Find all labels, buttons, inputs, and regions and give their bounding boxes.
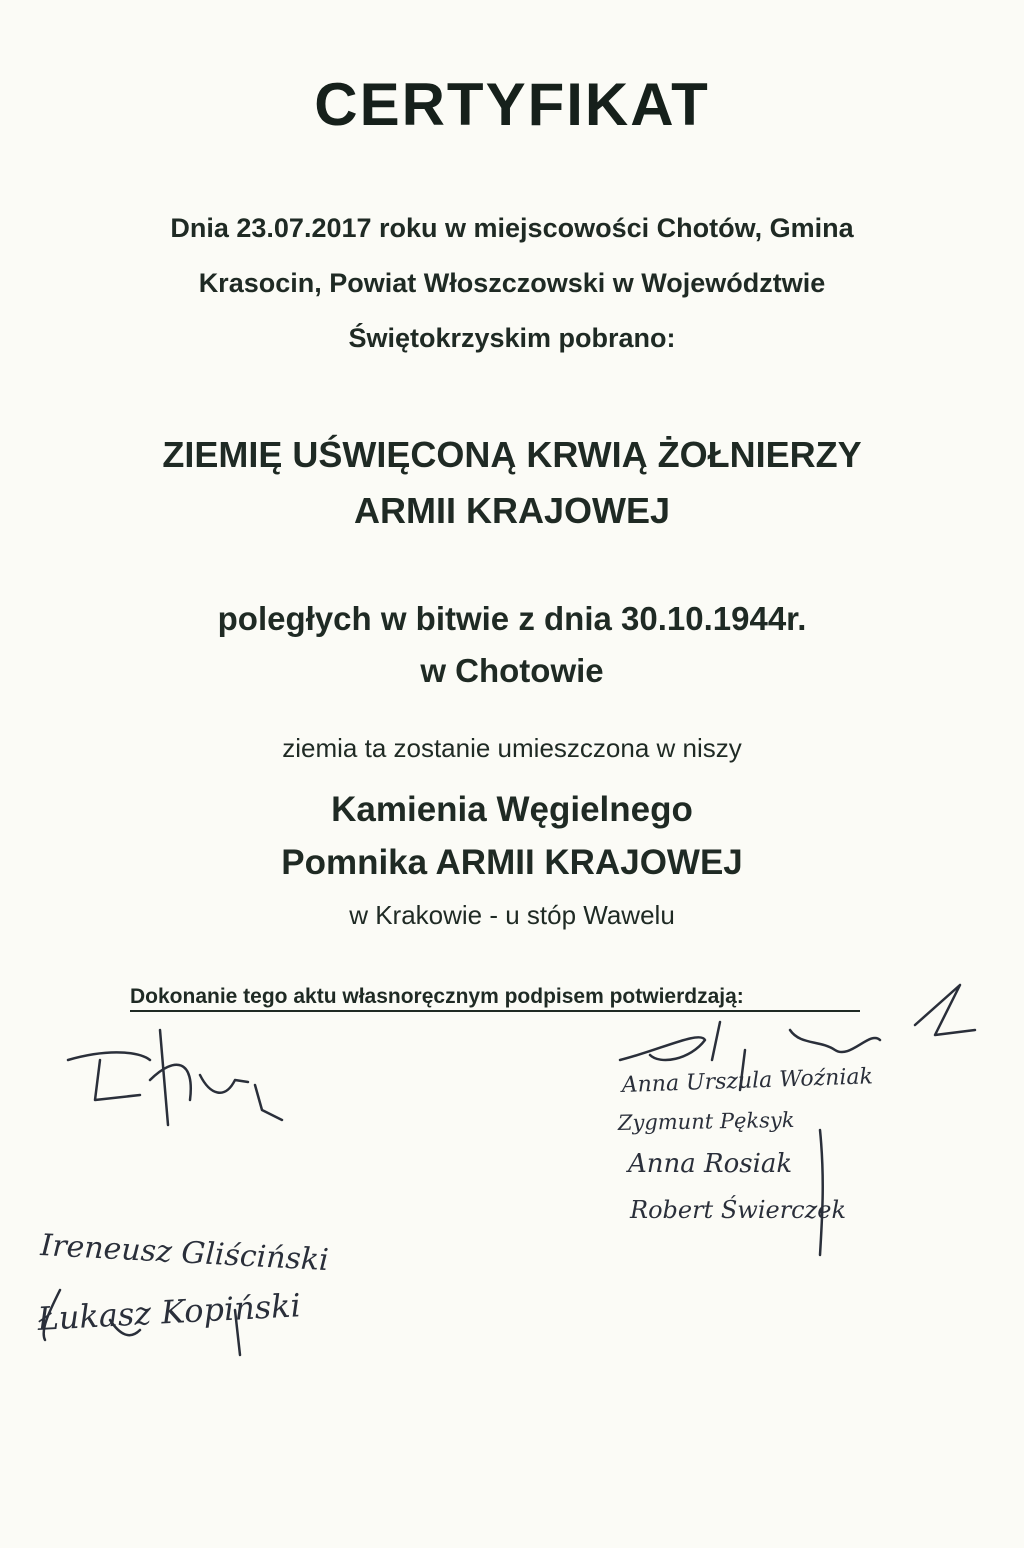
intro-line-2: Krasocin, Powiat Włoszczowski w Województwie [198,268,826,298]
intro-line-3: Świętokrzyskim pobrano: [348,323,676,353]
signature-name: Łukasz Kopiński [36,1286,302,1338]
signature-name: Anna Urszula Woźniak [621,1064,874,1098]
monument-line-2: Pomnika ARMII KRAJOWEJ [281,843,743,882]
signature-scribble [820,1130,823,1255]
heading-line-1: ZIEMIĘ UŚWIĘCONĄ KRWIĄ ŻOŁNIERZY [162,434,862,475]
location-line: w Krakowie - u stóp Wawelu [349,900,675,930]
signature-name: Zygmunt Pęksyk [617,1107,795,1135]
signature-name: Ireneusz Gliściński [39,1228,330,1279]
signature-name: Anna Rosiak [628,1149,793,1179]
certificate-title: CERTYFIKAT [314,71,710,138]
signature-name: Robert Świerczek [630,1196,846,1224]
intro-line-1: Dnia 23.07.2017 roku w miejscowości Chotów, Gmina [170,213,854,243]
heading-line-2: ARMII KRAJOWEJ [353,490,671,531]
niche-note: ziemia ta zostanie umieszczona w niszy [282,733,742,763]
battle-line-2: w Chotowie [420,652,604,689]
monument-line-1: Kamienia Węgielnego [331,790,693,829]
battle-line-1: poległych w bitwie z dnia 30.10.1944r. [217,600,807,637]
signature-scribble [68,1030,282,1125]
confirmation-line: Dokonanie tego aktu własnoręcznym podpisem potwierdzają: [130,985,860,1012]
